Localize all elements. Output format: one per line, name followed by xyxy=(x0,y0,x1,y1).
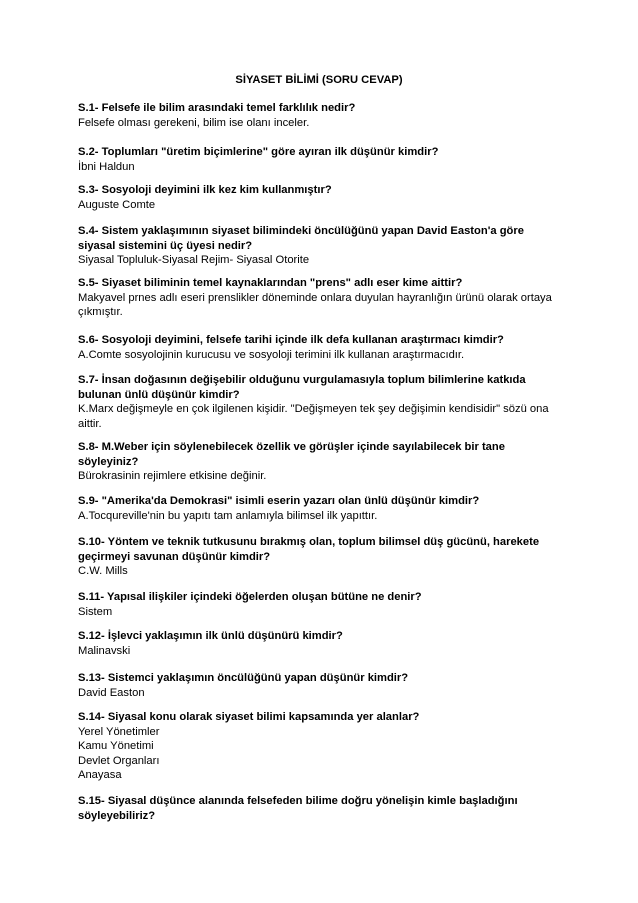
qa-item-5 xyxy=(78,276,563,320)
answer-7: K.Marx değişmeyle en çok ilgilenen kişidir. "Değişmeyen tek şey değişimin kendisidir" sözü ona aittir. xyxy=(78,403,549,430)
qa-item-10 xyxy=(78,535,563,579)
question-12: S.12- İşlevci yaklaşımın ilk ünlü düşünürü kimdir? xyxy=(78,630,343,642)
answer-4: Siyasal Topluluk-Siyasal Rejim- Siyasal Otorite xyxy=(78,254,310,267)
qa-item-3 xyxy=(78,183,563,212)
question-3: S.3- Sosyoloji deyimini ilk kez kim kullanmıştır? xyxy=(78,184,332,196)
qa-item-12 xyxy=(78,629,563,658)
answer-13: David Easton xyxy=(78,686,145,699)
question-15: S.15- Siyasal düşünce alanında felsefeden bilime doğru yönelişin kimle başladığını söyleyebiliriz? xyxy=(78,795,518,822)
question-13: S.13- Sistemci yaklaşımın öncülüğünü yapan düşünür kimdir? xyxy=(78,672,409,684)
qa-item-15 xyxy=(78,794,563,823)
answer-3: Auguste Comte xyxy=(78,198,156,211)
answer-14: Yerel Yönetimler Kamu Yönetimi Devlet Organları Anayasa xyxy=(78,725,160,782)
question-6: S.6- Sosyoloji deyimini, felsefe tarihi içinde ilk defa kullanan araştırmacı kimdir? xyxy=(78,334,504,346)
qa-item-8 xyxy=(78,440,563,484)
qa-item-7 xyxy=(78,373,563,431)
answer-2: İbni Haldun xyxy=(78,160,135,173)
answer-12: Malinavski xyxy=(78,644,131,657)
qa-item-13 xyxy=(78,671,563,700)
question-2: S.2- Toplumları "üretim biçimlerine" göre ayıran ilk düşünür kimdir? xyxy=(78,146,439,158)
question-5: S.5- Siyaset biliminin temel kaynaklarından "prens" adlı eser kime aittir? xyxy=(78,277,463,289)
qa-item-14 xyxy=(78,710,563,783)
qa-item-11 xyxy=(78,590,563,619)
answer-6: A.Comte sosyolojinin kurucusu ve sosyoloji terimini ilk kullanan araştırmacıdır. xyxy=(78,348,465,361)
question-14: S.14- Siyasal konu olarak siyaset bilimi kapsamında yer alanlar? xyxy=(78,711,420,723)
answer-8: Bürokrasinin rejimlere etkisine değinir. xyxy=(78,470,267,483)
answer-5: Makyavel prnes adlı eseri prenslikler döneminde onlara duyulan hayranlığın ürünü olarak ortaya çıkmıştır. xyxy=(78,291,552,319)
question-10: S.10- Yöntem ve teknik tutkusunu bırakmış olan, toplum bilimsel düş gücünü, harekete geçirmeyi savunan düşünür kimdir? xyxy=(78,536,540,563)
qa-item-6 xyxy=(78,333,563,362)
answer-10: C.W. Mills xyxy=(78,565,128,578)
question-9: S.9- "Amerika'da Demokrasi" isimli eserin yazarı olan ünlü düşünür kimdir? xyxy=(78,495,480,507)
qa-item-4 xyxy=(78,224,563,268)
qa-item-1 xyxy=(78,101,563,130)
answer-11: Sistem xyxy=(78,605,113,618)
qa-item-2 xyxy=(78,145,563,174)
page-title: SİYASET BİLİMİ (SORU CEVAP) xyxy=(235,74,403,86)
question-7: S.7- İnsan doğasının değişebilir olduğunu vurgulamasıyla toplum bilimlerine katkıda bulunan ünlü düşünür kimdir? xyxy=(78,374,526,401)
question-1: S.1- Felsefe ile bilim arasındaki temel farklılık nedir? xyxy=(78,102,356,114)
question-11: S.11- Yapısal ilişkiler içindeki öğelerden oluşan bütüne ne denir? xyxy=(78,591,422,603)
question-4: S.4- Sistem yaklaşımının siyaset bilimindeki öncülüğünü yapan David Easton'a göre siyasal sistemini üç üyesi nedir? xyxy=(78,225,524,252)
qa-item-9 xyxy=(78,494,563,523)
answer-9: A.Tocqureville'nin bu yapıtı tam anlamıyla bilimsel ilk yapıttır. xyxy=(78,509,378,522)
answer-1: Felsefe olması gerekeni, bilim ise olanı inceler. xyxy=(78,116,310,129)
question-8: S.8- M.Weber için söylenebilecek özellik ve görüşler içinde sayılabilecek bir tane söyleyiniz? xyxy=(78,441,505,468)
